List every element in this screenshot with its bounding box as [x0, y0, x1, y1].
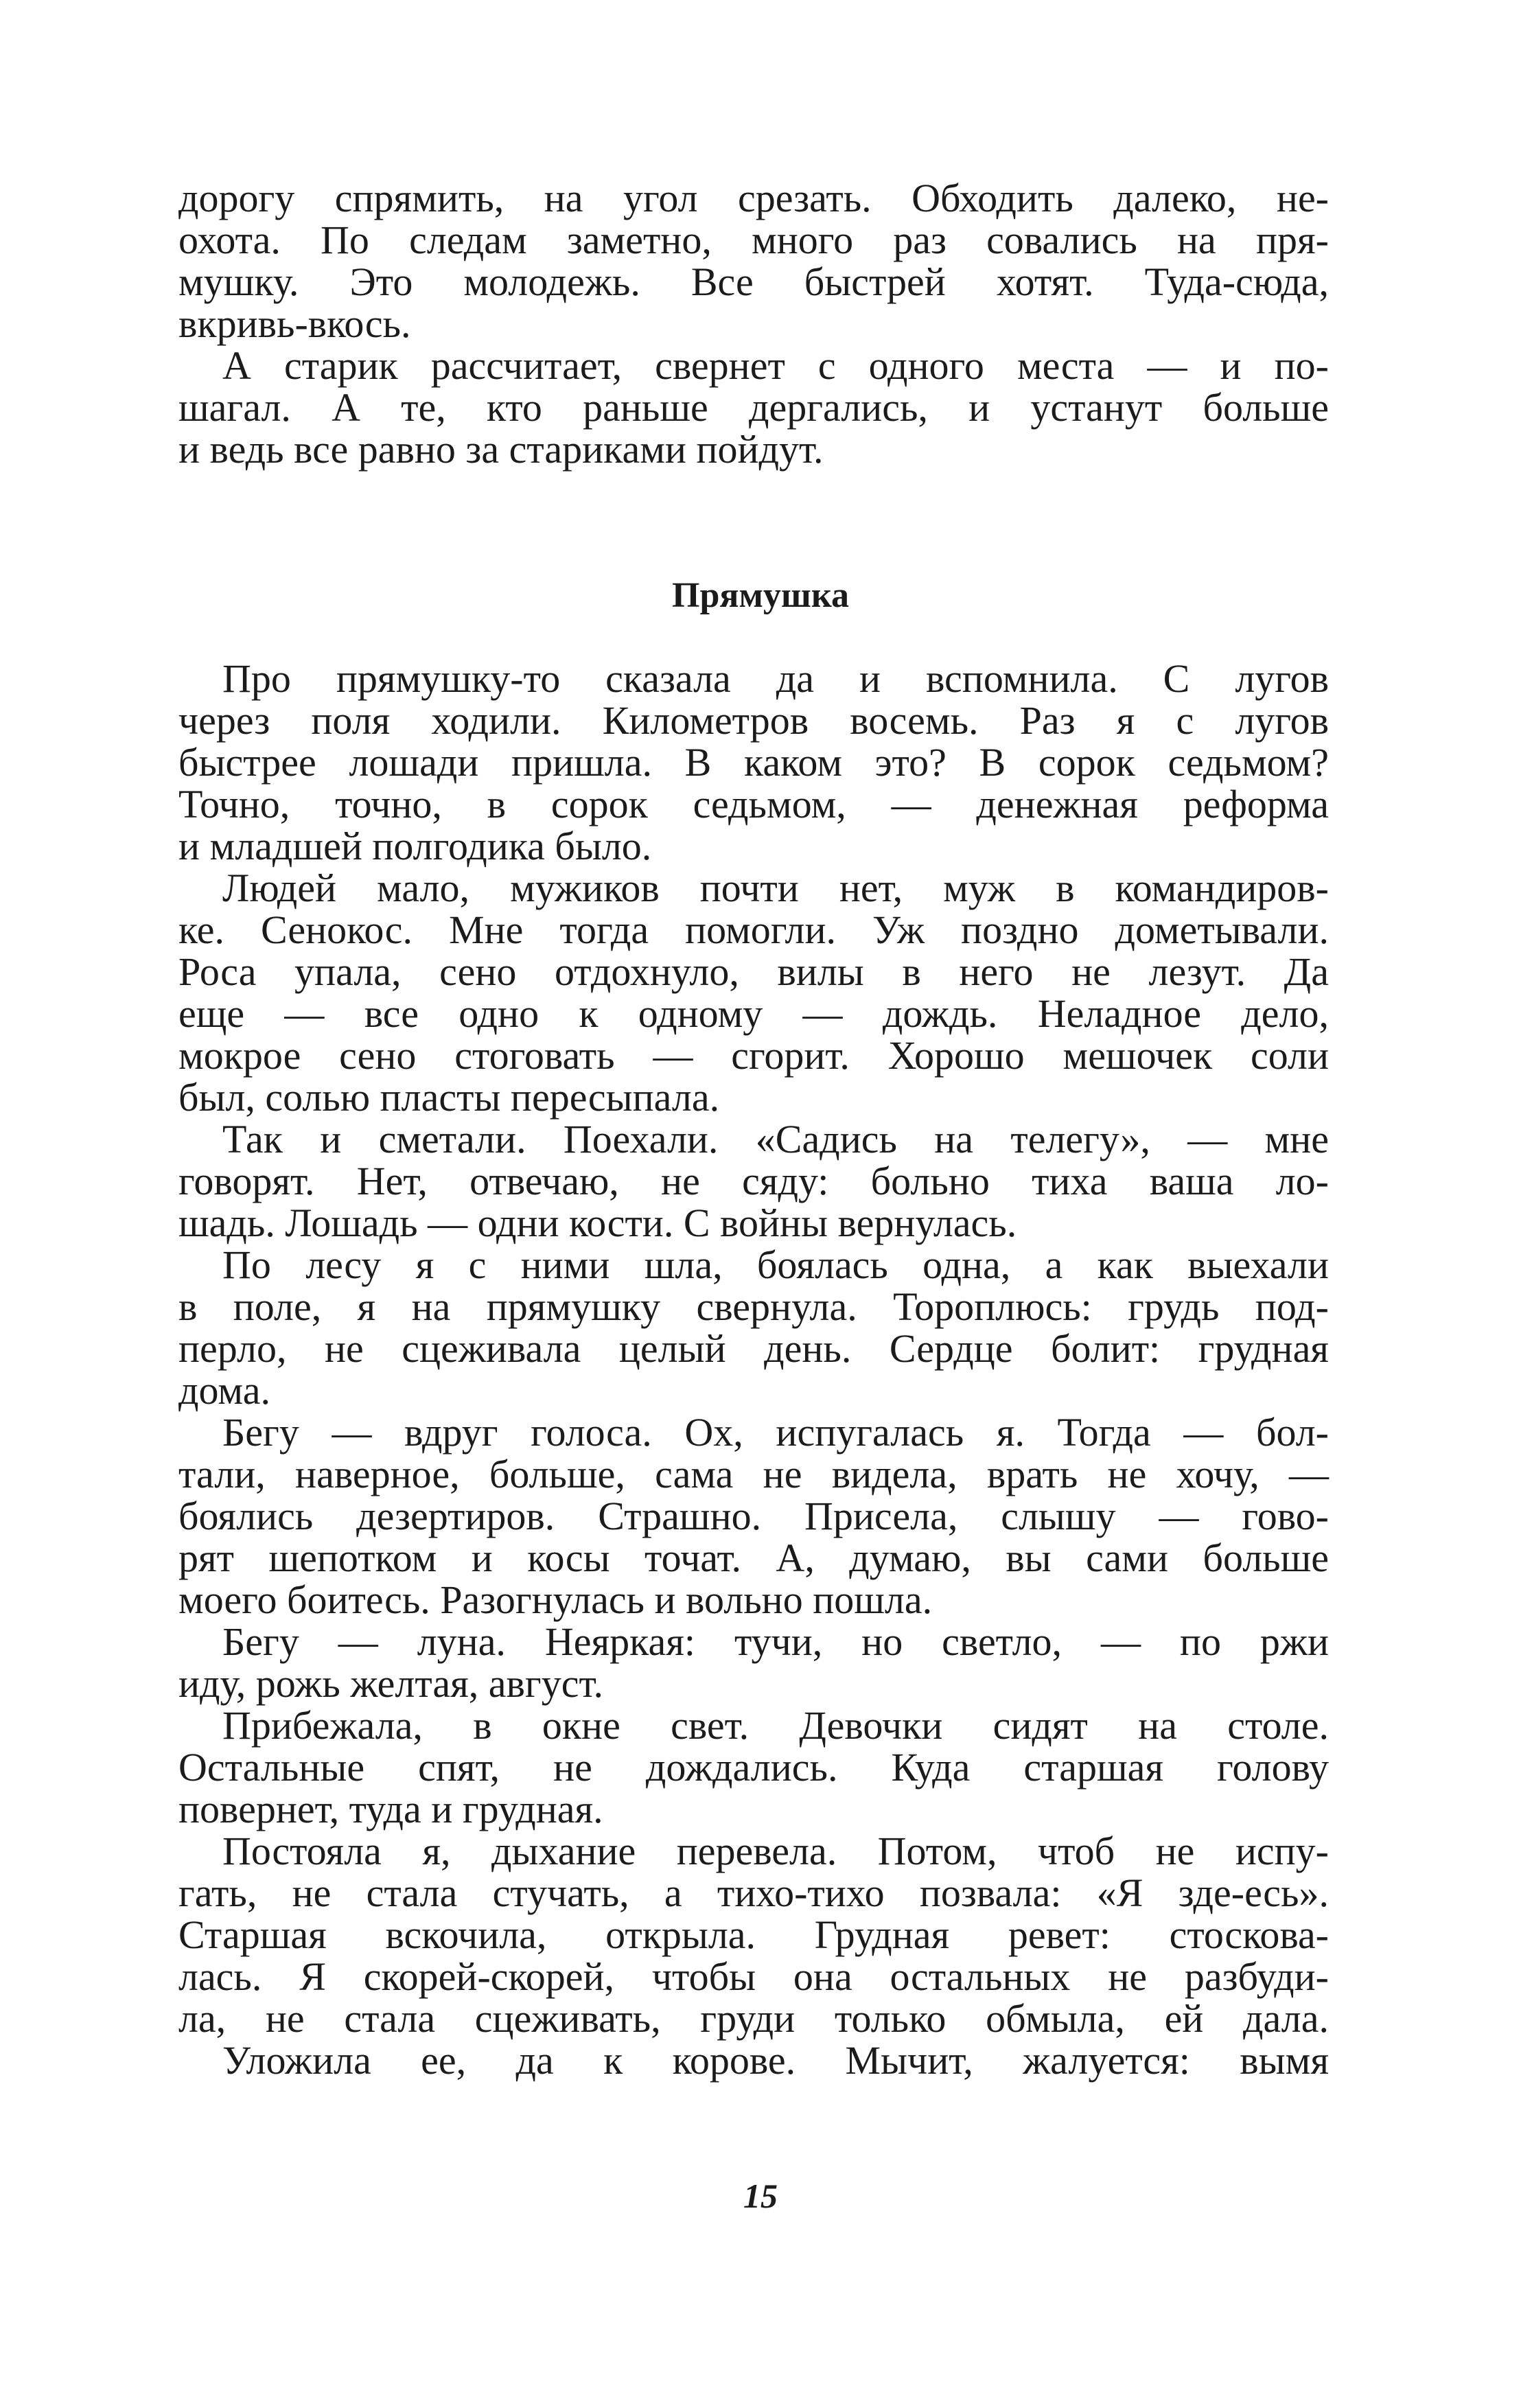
text-line: лась. Я скорей-скорей, чтобы она остальных не разбуди- — [178, 1954, 1329, 1999]
text-line: Про прямушку-то сказала да и вспомнила. С лугов — [222, 656, 1329, 701]
text-line: Постояла я, дыхание перевела. Потом, чтоб не испу- — [222, 1829, 1329, 1873]
text-line: По лесу я с ними шла, боялась одна, а как выехали — [222, 1242, 1329, 1287]
text-line: боялись дезертиров. Страшно. Присела, слышу — гово- — [178, 1494, 1329, 1538]
text-line: еще — все одно к одному — дождь. Неладное дело, — [178, 991, 1329, 1036]
text-line: Старшая вскочила, открыла. Грудная ревет: стоскова- — [178, 1912, 1329, 1957]
text-line: дорогу спрямить, на угол срезать. Обходить далеко, не- — [178, 176, 1329, 220]
text-line: в поле, я на прямушку свернула. Тороплюсь: грудь под- — [178, 1284, 1329, 1329]
text-line: тали, наверное, больше, сама не видела, врать не хочу, — — [178, 1452, 1329, 1496]
text-line: вкривь-вкось. — [178, 301, 411, 346]
text-line: и ведь все равно за стариками пойдут. — [178, 427, 824, 472]
text-line: Бегу — луна. Неяркая: тучи, но светло, — по ржи — [222, 1619, 1329, 1664]
text-line: ке. Сенокос. Мне тогда помогли. Уж поздно дометывали. — [178, 907, 1329, 952]
text-line: Роса упала, сено отдохнуло, вилы в него не лезут. Да — [178, 949, 1329, 994]
text-line: повернет, туда и грудная. — [178, 1787, 603, 1831]
text-line: Людей мало, мужиков почти нет, муж в командиров- — [222, 866, 1329, 910]
page-number: 15 — [743, 2177, 778, 2215]
text-line: быстрее лошади пришла. В каком это? В сорок седьмом? — [178, 740, 1329, 785]
paragraph-block-top — [178, 177, 1329, 470]
text-line: перло, не сцеживала целый день. Сердце болит: грудная — [178, 1326, 1329, 1371]
text-line: через поля ходили. Километров восемь. Раз я с лугов — [178, 698, 1329, 743]
text-line: говорят. Нет, отвечаю, не сяду: больно тиха ваша ло- — [178, 1159, 1329, 1203]
text-line: моего боитесь. Разогнулась и вольно пошла. — [178, 1577, 933, 1622]
text-line: дома. — [178, 1368, 270, 1413]
text-line: мокрое сено стоговать — сгорит. Хорошо мешочек соли — [178, 1033, 1329, 1078]
text-line: шадь. Лошадь — одни кости. С войны вернулась. — [178, 1201, 1017, 1245]
text-line: мушку. Это молодежь. Все быстрей хотят. Туда-сюда, — [178, 259, 1329, 304]
text-line: Точно, точно, в сорок седьмом, — денежная реформа — [178, 782, 1329, 826]
text-line: и младшей полгодика было. — [178, 824, 652, 868]
text-line: Так и сметали. Поехали. «Садись на телегу», — мне — [222, 1117, 1329, 1161]
text-line: иду, рожь желтая, август. — [178, 1661, 603, 1706]
paragraph-block-main — [178, 658, 1329, 2081]
section-title: Прямушка — [672, 576, 849, 615]
text-line: А старик рассчитает, свернет с одного места — и по- — [222, 343, 1329, 388]
text-line: Остальные спят, не дождались. Куда старшая голову — [178, 1745, 1329, 1790]
text-line: рят шепотком и косы точат. А, думаю, вы сами больше — [178, 1536, 1329, 1580]
text-line: гать, не стала стучать, а тихо-тихо позвала: «Я зде-есь». — [178, 1871, 1329, 1915]
text-line: был, солью пласты пересыпала. — [178, 1075, 720, 1120]
text-line: Бегу — вдруг голоса. Ох, испугалась я. Тогда — бол- — [222, 1410, 1329, 1455]
text-line: ла, не стала сцеживать, груди только обмыла, ей дала. — [178, 1996, 1329, 2041]
text-line: шагал. А те, кто раньше дергались, и устанут больше — [178, 385, 1329, 430]
text-line: охота. По следам заметно, много раз совались на пря- — [178, 218, 1329, 262]
text-line: Уложила ее, да к корове. Мычит, жалуется: вымя — [222, 2038, 1329, 2083]
text-line: Прибежала, в окне свет. Девочки сидят на столе. — [222, 1703, 1329, 1748]
